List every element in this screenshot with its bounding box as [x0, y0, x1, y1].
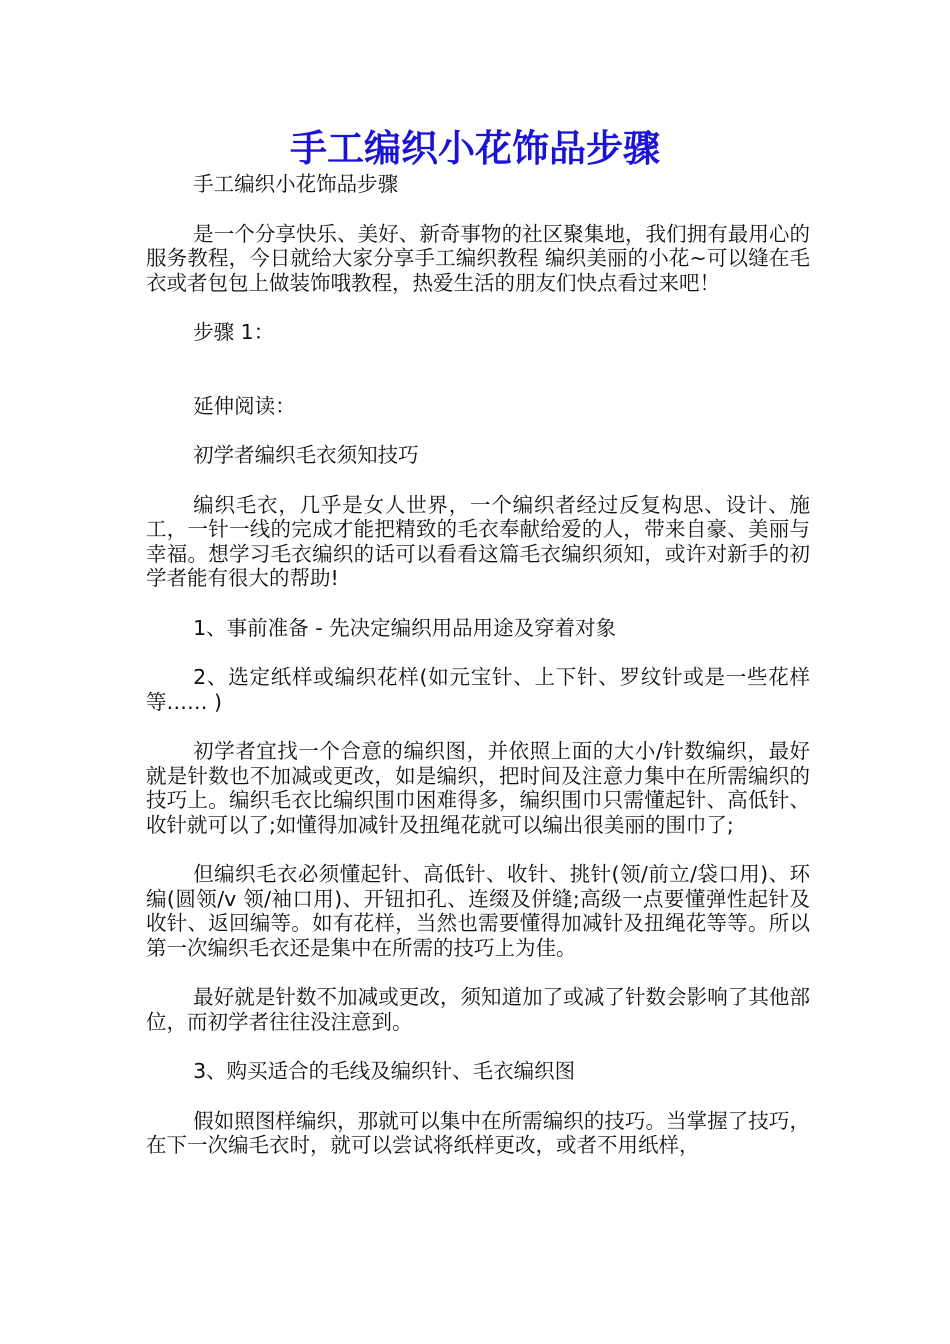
document-title: 手工编织小花饰品步骤	[290, 126, 660, 170]
list-item-1: 1、事前准备 - 先决定编织用品用途及穿着对象	[193, 615, 617, 640]
paragraph: 编织毛衣，几乎是女人世界，一个编织者经过反复构思、设计、施工，一针一线的完成才能把精致的毛衣奉献给爱的人，带来自豪、美丽与幸福。想学习毛衣编织的话可以看看这篇毛衣编织须知，或许对新手的初学者能有很大的帮助!	[146, 492, 810, 590]
intro-paragraph: 是一个分享快乐、美好、新奇事物的社区聚集地，我们拥有最用心的服务教程，今日就给大家分享手工编织教程 编织美丽的小花~可以缝在毛衣或者包包上做装饰哦教程，热爱生活的朋友们快点看过来吧！	[146, 221, 810, 295]
list-item-3: 3、购买适合的毛线及编织针、毛衣编织图	[193, 1059, 576, 1083]
paragraph: 但编织毛衣必须懂起针、高低针、收针、挑针(领/前立/袋口用)、环编(圆领/v 领/袖口用)、开钮扣孔、连缀及併缝;高级一点要懂弹性起针及收针、返回编等。如有花样，当然也需要懂得加减针及扭绳花等等。所以第一次编织毛衣还是集中在所需的技巧上为佳。	[146, 862, 810, 960]
step-1-heading: 步骤 1：	[193, 320, 275, 344]
paragraph: 初学者宜找一个合意的编织图，并依照上面的大小/针数编织，最好就是针数也不加减或更改，如是编织，把时间及注意力集中在所需编织的技巧上。编织毛衣比编织围巾困难得多，编织围巾只需懂起针、高低针、收针就可以了;如懂得加减针及扭绳花就可以编出很美丽的围巾了;	[146, 739, 810, 837]
paragraph: 最好就是针数不加减或更改，须知道加了或减了针数会影响了其他部位，而初学者往往没注意到。	[146, 985, 810, 1034]
paragraph: 假如照图样编织，那就可以集中在所需编织的技巧。当掌握了技巧，在下一次编毛衣时，就可以尝试将纸样更改，或者不用纸样，	[146, 1108, 810, 1157]
document-subtitle: 手工编织小花饰品步骤	[193, 172, 399, 196]
section-heading: 初学者编织毛衣须知技巧	[193, 443, 419, 467]
document-body	[146, 172, 810, 1158]
extended-reading-label: 延伸阅读：	[193, 393, 296, 418]
list-item-2: 2、选定纸样或编织花样(如元宝针、上下针、罗纹针或是一些花样等…… )	[146, 665, 810, 714]
